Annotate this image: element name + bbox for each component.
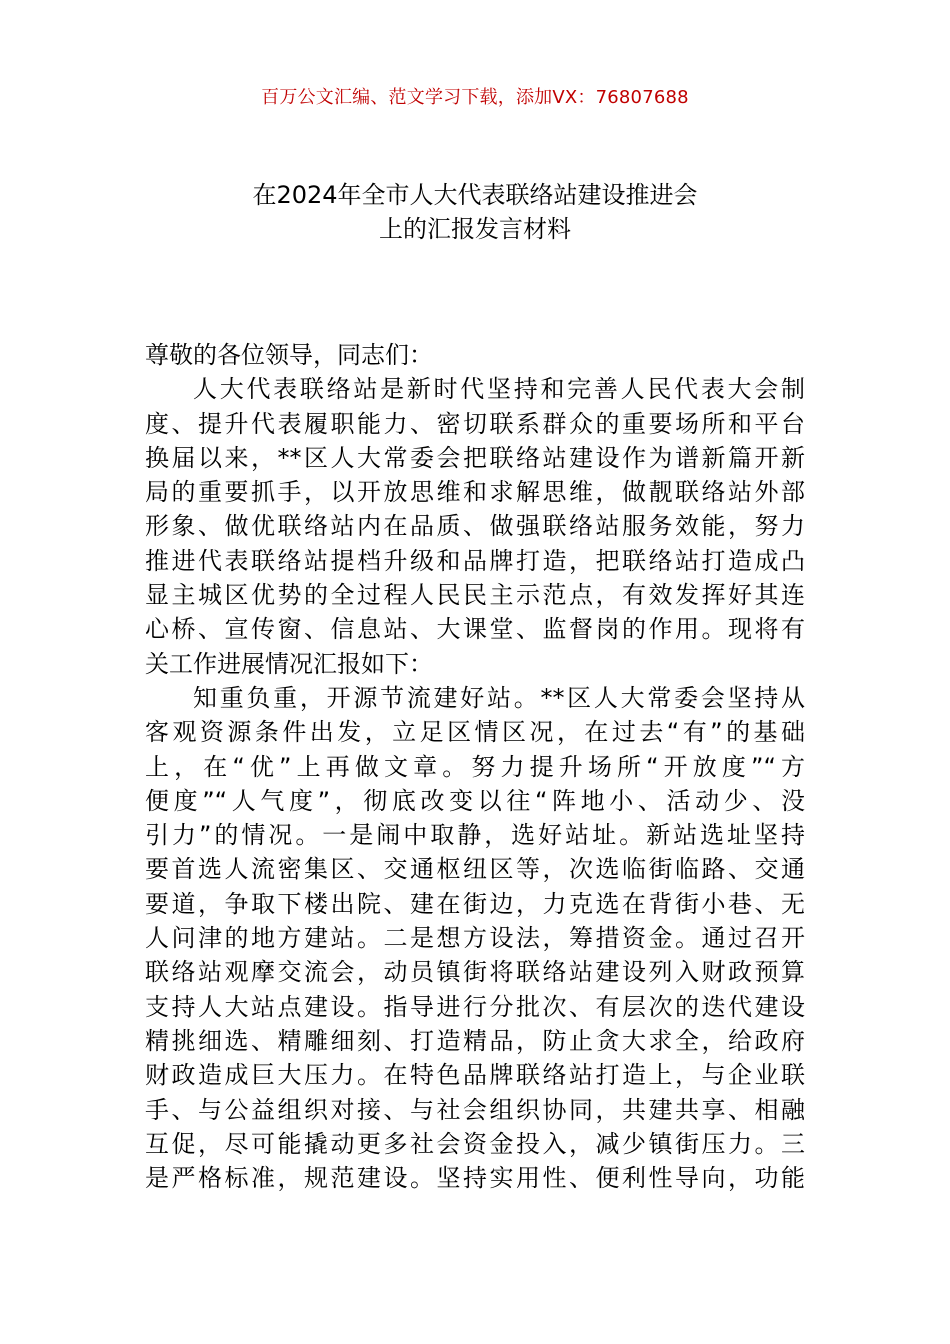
body-line: 引力”的情况。一是闹中取静，选好站址。新站选址坚持: [145, 821, 805, 850]
body-line: 手、与公益组织对接、与社会组织协同，共建共享、相融: [145, 1095, 805, 1124]
body-line: 要道，争取下楼出院、建在街边，力克选在背街小巷、无: [145, 889, 805, 918]
body-line: 支持人大站点建设。指导进行分批次、有层次的迭代建设: [145, 992, 805, 1021]
body-line: 显主城区优势的全过程人民民主示范点，有效发挥好其连: [145, 581, 805, 610]
header-note: 百万公文汇编、范文学习下载，添加VX：76807688: [261, 87, 689, 108]
body-line: 心桥、宣传窗、信息站、大课堂、监督岗的作用。现将有: [145, 615, 805, 644]
body-line: 局的重要抓手，以开放思维和求解思维，做靓联络站外部: [145, 478, 805, 507]
body-line: 人问津的地方建站。二是想方设法，筹措资金。通过召开: [145, 924, 805, 953]
title-line-2: 上的汇报发言材料: [379, 215, 571, 244]
body-line: 精挑细选、精雕细刻、打造精品，防止贪大求全，给政府: [145, 1026, 805, 1055]
body-line: 是严格标准，规范建设。坚持实用性、便利性导向，功能: [145, 1164, 805, 1193]
body-line: 联络站观摩交流会，动员镇街将联络站建设列入财政预算: [145, 958, 805, 987]
body-line: 上，在“优”上再做文章。努力提升场所“开放度”“方: [145, 752, 805, 781]
document-body: [145, 338, 805, 1195]
body-line: 推进代表联络站提档升级和品牌打造，把联络站打造成凸: [145, 546, 805, 575]
body-line: 换届以来，**区人大常委会把联络站建设作为谱新篇开新: [145, 443, 805, 472]
body-line: 形象、做优联络站内在品质、做强联络站服务效能，努力: [145, 512, 805, 541]
body-line: 财政造成巨大压力。在特色品牌联络站打造上，与企业联: [145, 1061, 805, 1090]
body-line: 人大代表联络站是新时代坚持和完善人民代表大会制: [193, 375, 805, 404]
body-line: 关工作进展情况汇报如下：: [145, 649, 433, 678]
body-line: 度、提升代表履职能力、密切联系群众的重要场所和平台: [145, 409, 805, 438]
body-line: 客观资源条件出发，立足区情区况，在过去“有”的基础: [145, 718, 805, 747]
body-line: 知重负重，开源节流建好站。**区人大常委会坚持从: [193, 683, 805, 712]
body-line: 要首选人流密集区、交通枢纽区等，次选临街临路、交通: [145, 855, 805, 884]
body-line: 便度”“人气度”，彻底改变以往“阵地小、活动少、没: [145, 786, 805, 815]
document-title: [120, 178, 830, 247]
salutation: 尊敬的各位领导，同志们：: [145, 341, 433, 369]
body-line: 互促，尽可能撬动更多社会资金投入，减少镇街压力。三: [145, 1129, 805, 1158]
title-line-1: 在2024年全市人大代表联络站建设推进会: [252, 181, 698, 209]
